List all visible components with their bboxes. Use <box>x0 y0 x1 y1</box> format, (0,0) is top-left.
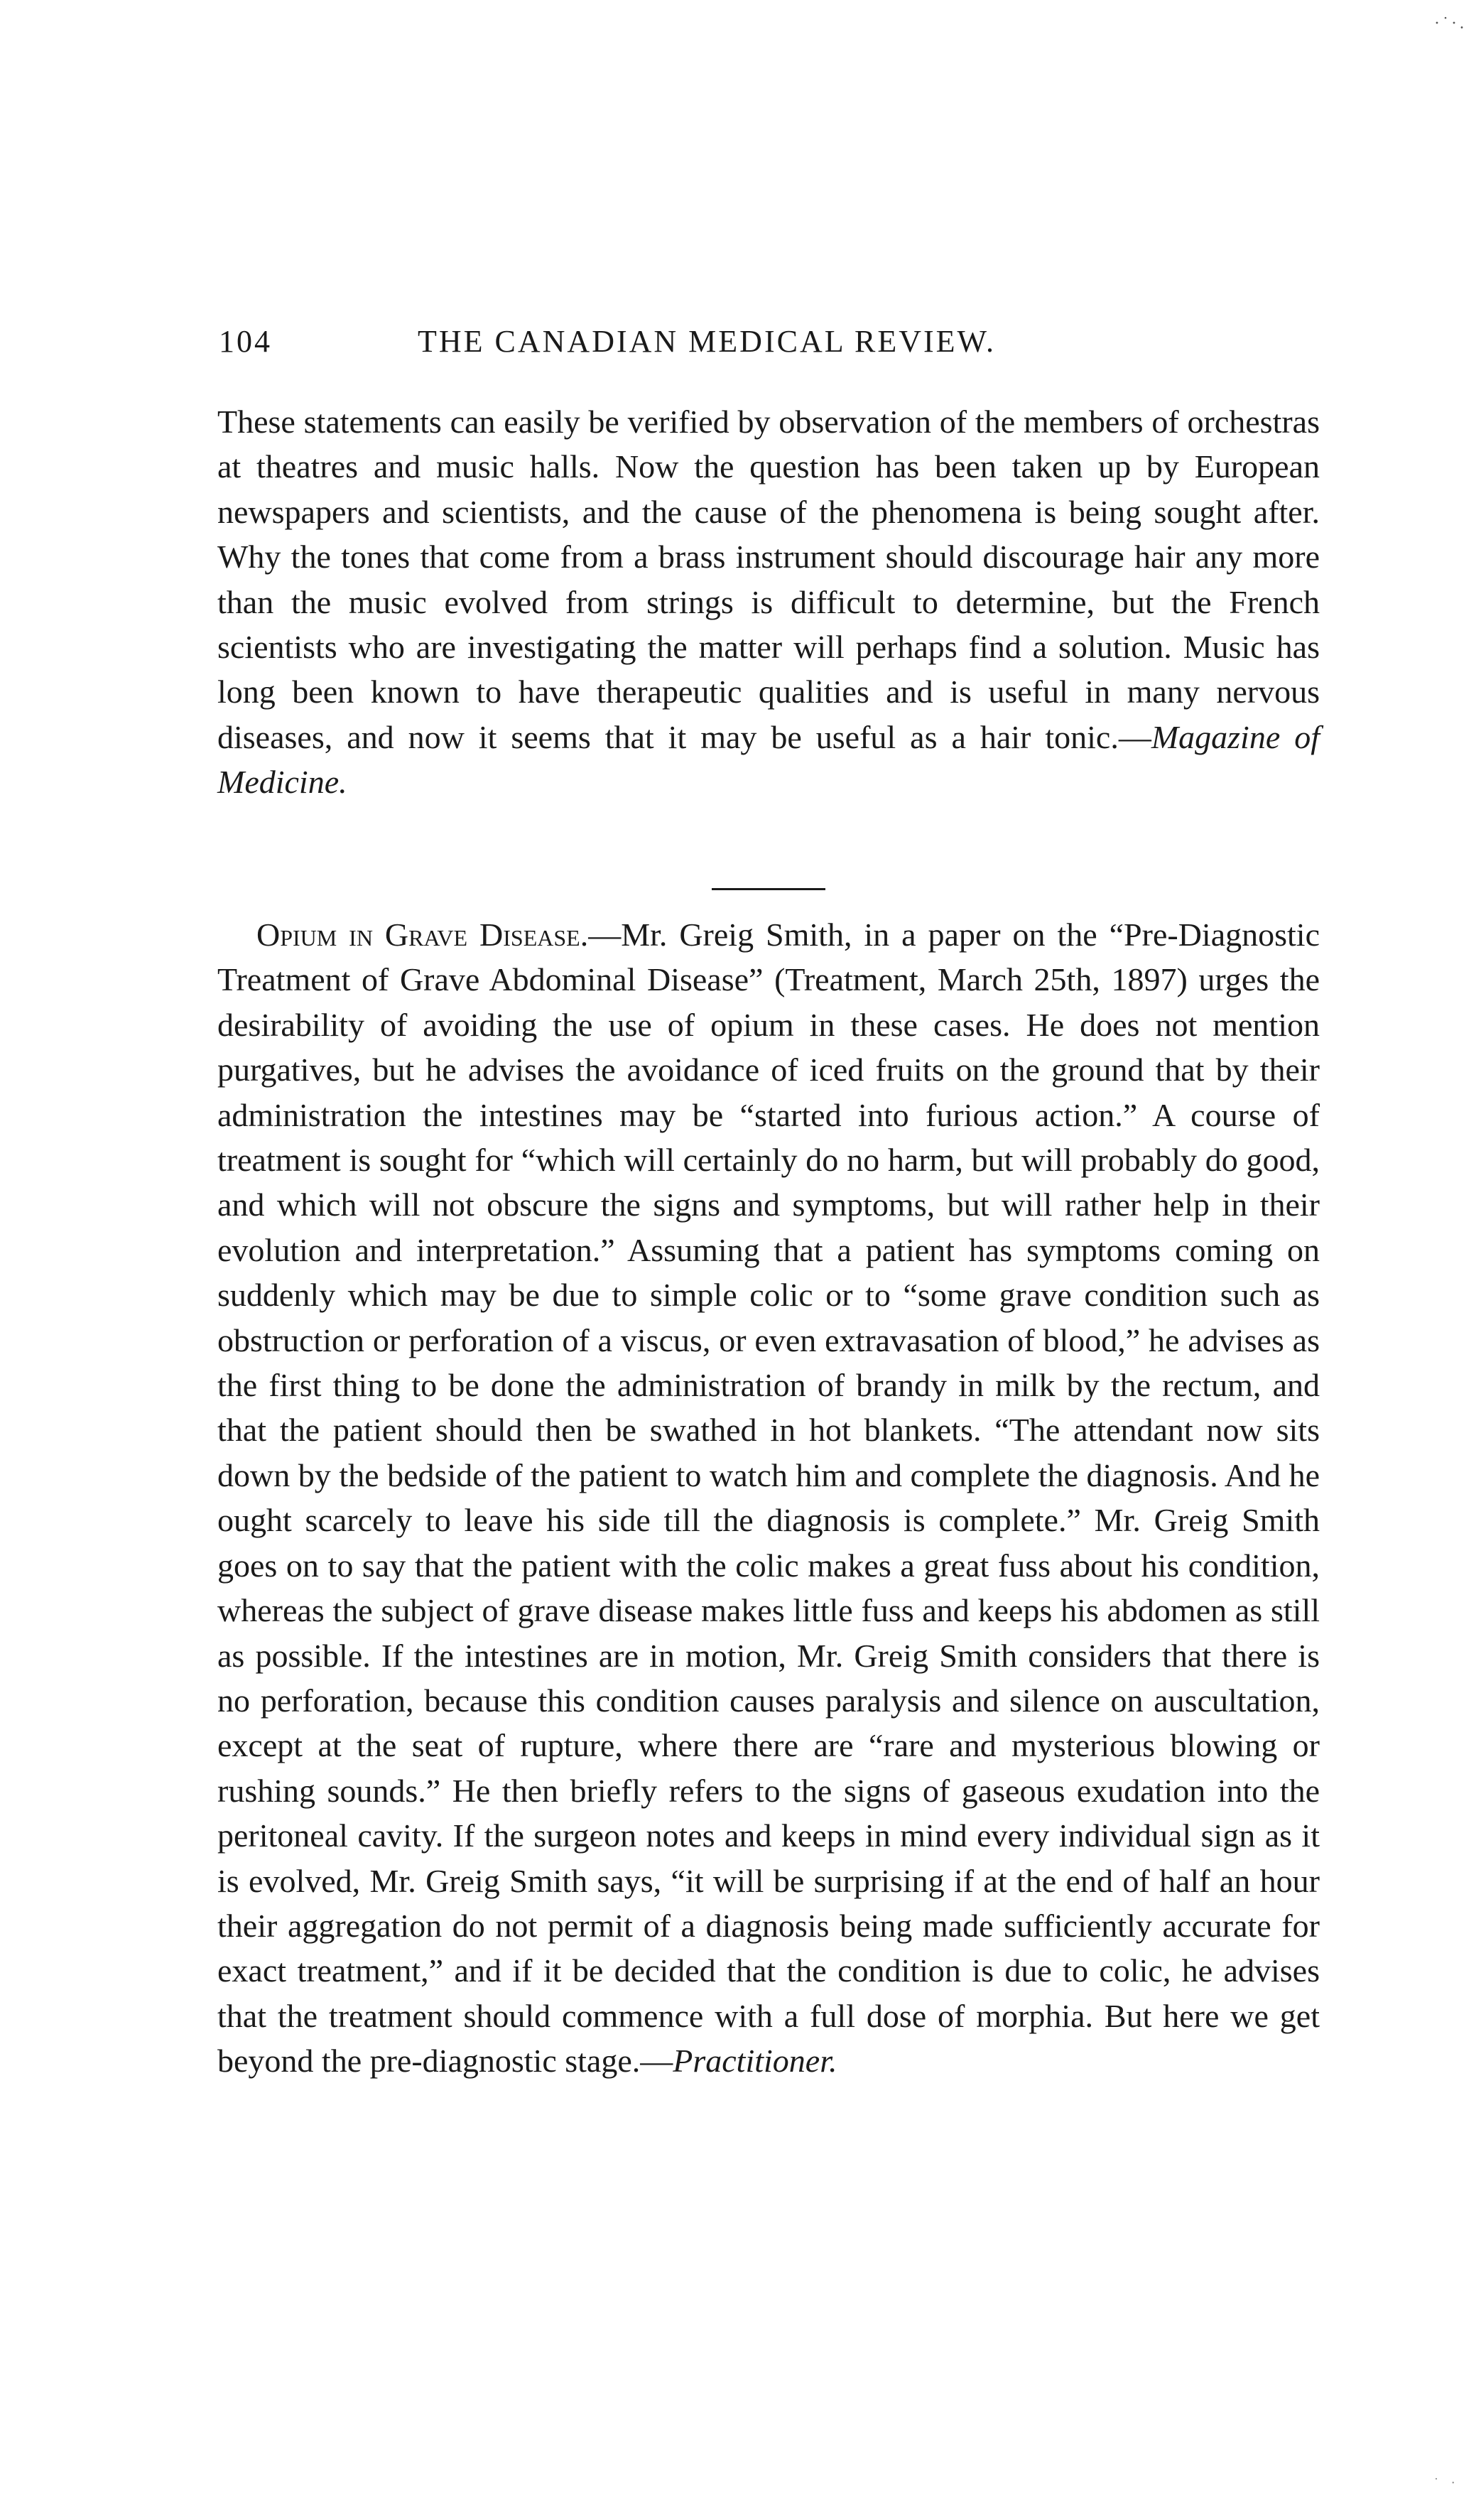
page-header <box>219 323 1327 366</box>
paragraph <box>217 399 1320 805</box>
page-number: 104 <box>219 324 272 359</box>
article-opium-in-grave-disease <box>217 912 1320 2084</box>
scan-specks-top: ·˙·. <box>1434 14 1467 33</box>
section-divider <box>712 888 825 890</box>
article-heading: Opium in Grave Disease. <box>256 916 589 953</box>
paragraph <box>217 912 1320 2084</box>
paragraph-text: These statements can easily be verified by observation of the members of orchestras at theatres and music halls. Now the question has been taken up by European newspapers and scientists, and the cause of the phenomena is being sought after. Why the tones that come from a brass instrument should discourage hair any more than the music evolved from strings is difficult to determine, but the French scientists who are investigating the matter will perhaps find a solution. Music has long been known to have therapeutic qualities and is useful in many nervous diseases, and now it seems that it may be useful as a hair tonic.— <box>217 404 1320 755</box>
article-magazine-of-medicine <box>217 399 1320 805</box>
paragraph-text: —Mr. Greig Smith, in a paper on the “Pre-Diagnostic Treatment of Grave Abdominal Disease” (Treatment, March 25th, 1897) urges the desirability of avoiding the use of opium in these cases. He does not mention purgatives, but he advises the avoidance of iced fruits on the ground that by their administration the intestines may be “started into furious action.” A course of treatment is sought for “which will certainly do no harm, but will probably do good, and which will not obscure the signs and symptoms, but will rather help in their evolution and interpretation.” Assuming that a patient has symptoms coming on suddenly which may be due to simple colic or to “some grave condition such as obstruction or perforation of a viscus, or even extravasation of blood,” he advises as the first thing to be done the administration of brandy in milk by the rectum, and that the patient should then be swathed in hot blankets. “The attendant now sits down by the bedside of the patient to watch him and complete the diagnosis. And he ought scarcely to leave his side till the diagnosis is complete.” Mr. Greig Smith goes on to say that the patient with the colic makes a great fuss about his condition, whereas the subject of grave disease makes little fuss and keeps his abdomen as still as possible. If the intestines are in motion, Mr. Greig Smith considers that there is no perforation, because this condition causes paralysis and silence on auscultation, except at the seat of rupture, where there are “rare and mysterious blowing or rushing sounds.” He then briefly refers to the signs of gaseous exudation into the peritoneal cavity. If the surgeon notes and keeps in mind every individual sign as it is evolved, Mr. Greig Smith says, “it will be surprising if at the end of half an hour their aggregation do not permit of a diagnosis being made sufficiently accurate for exact treatment,” and if it be decided that the condition is due to colic, he advises that the treatment should commence with a full dose of morphia. But here we get beyond the pre-diagnostic stage.— <box>217 916 1320 2080</box>
running-title: THE CANADIAN MEDICAL REVIEW. <box>418 324 996 359</box>
source-citation: Magazine of Medicine. <box>217 718 1320 801</box>
scan-specks-bottom: ˙ · <box>1433 2475 1460 2491</box>
source-citation: Practitioner. <box>673 2043 837 2080</box>
